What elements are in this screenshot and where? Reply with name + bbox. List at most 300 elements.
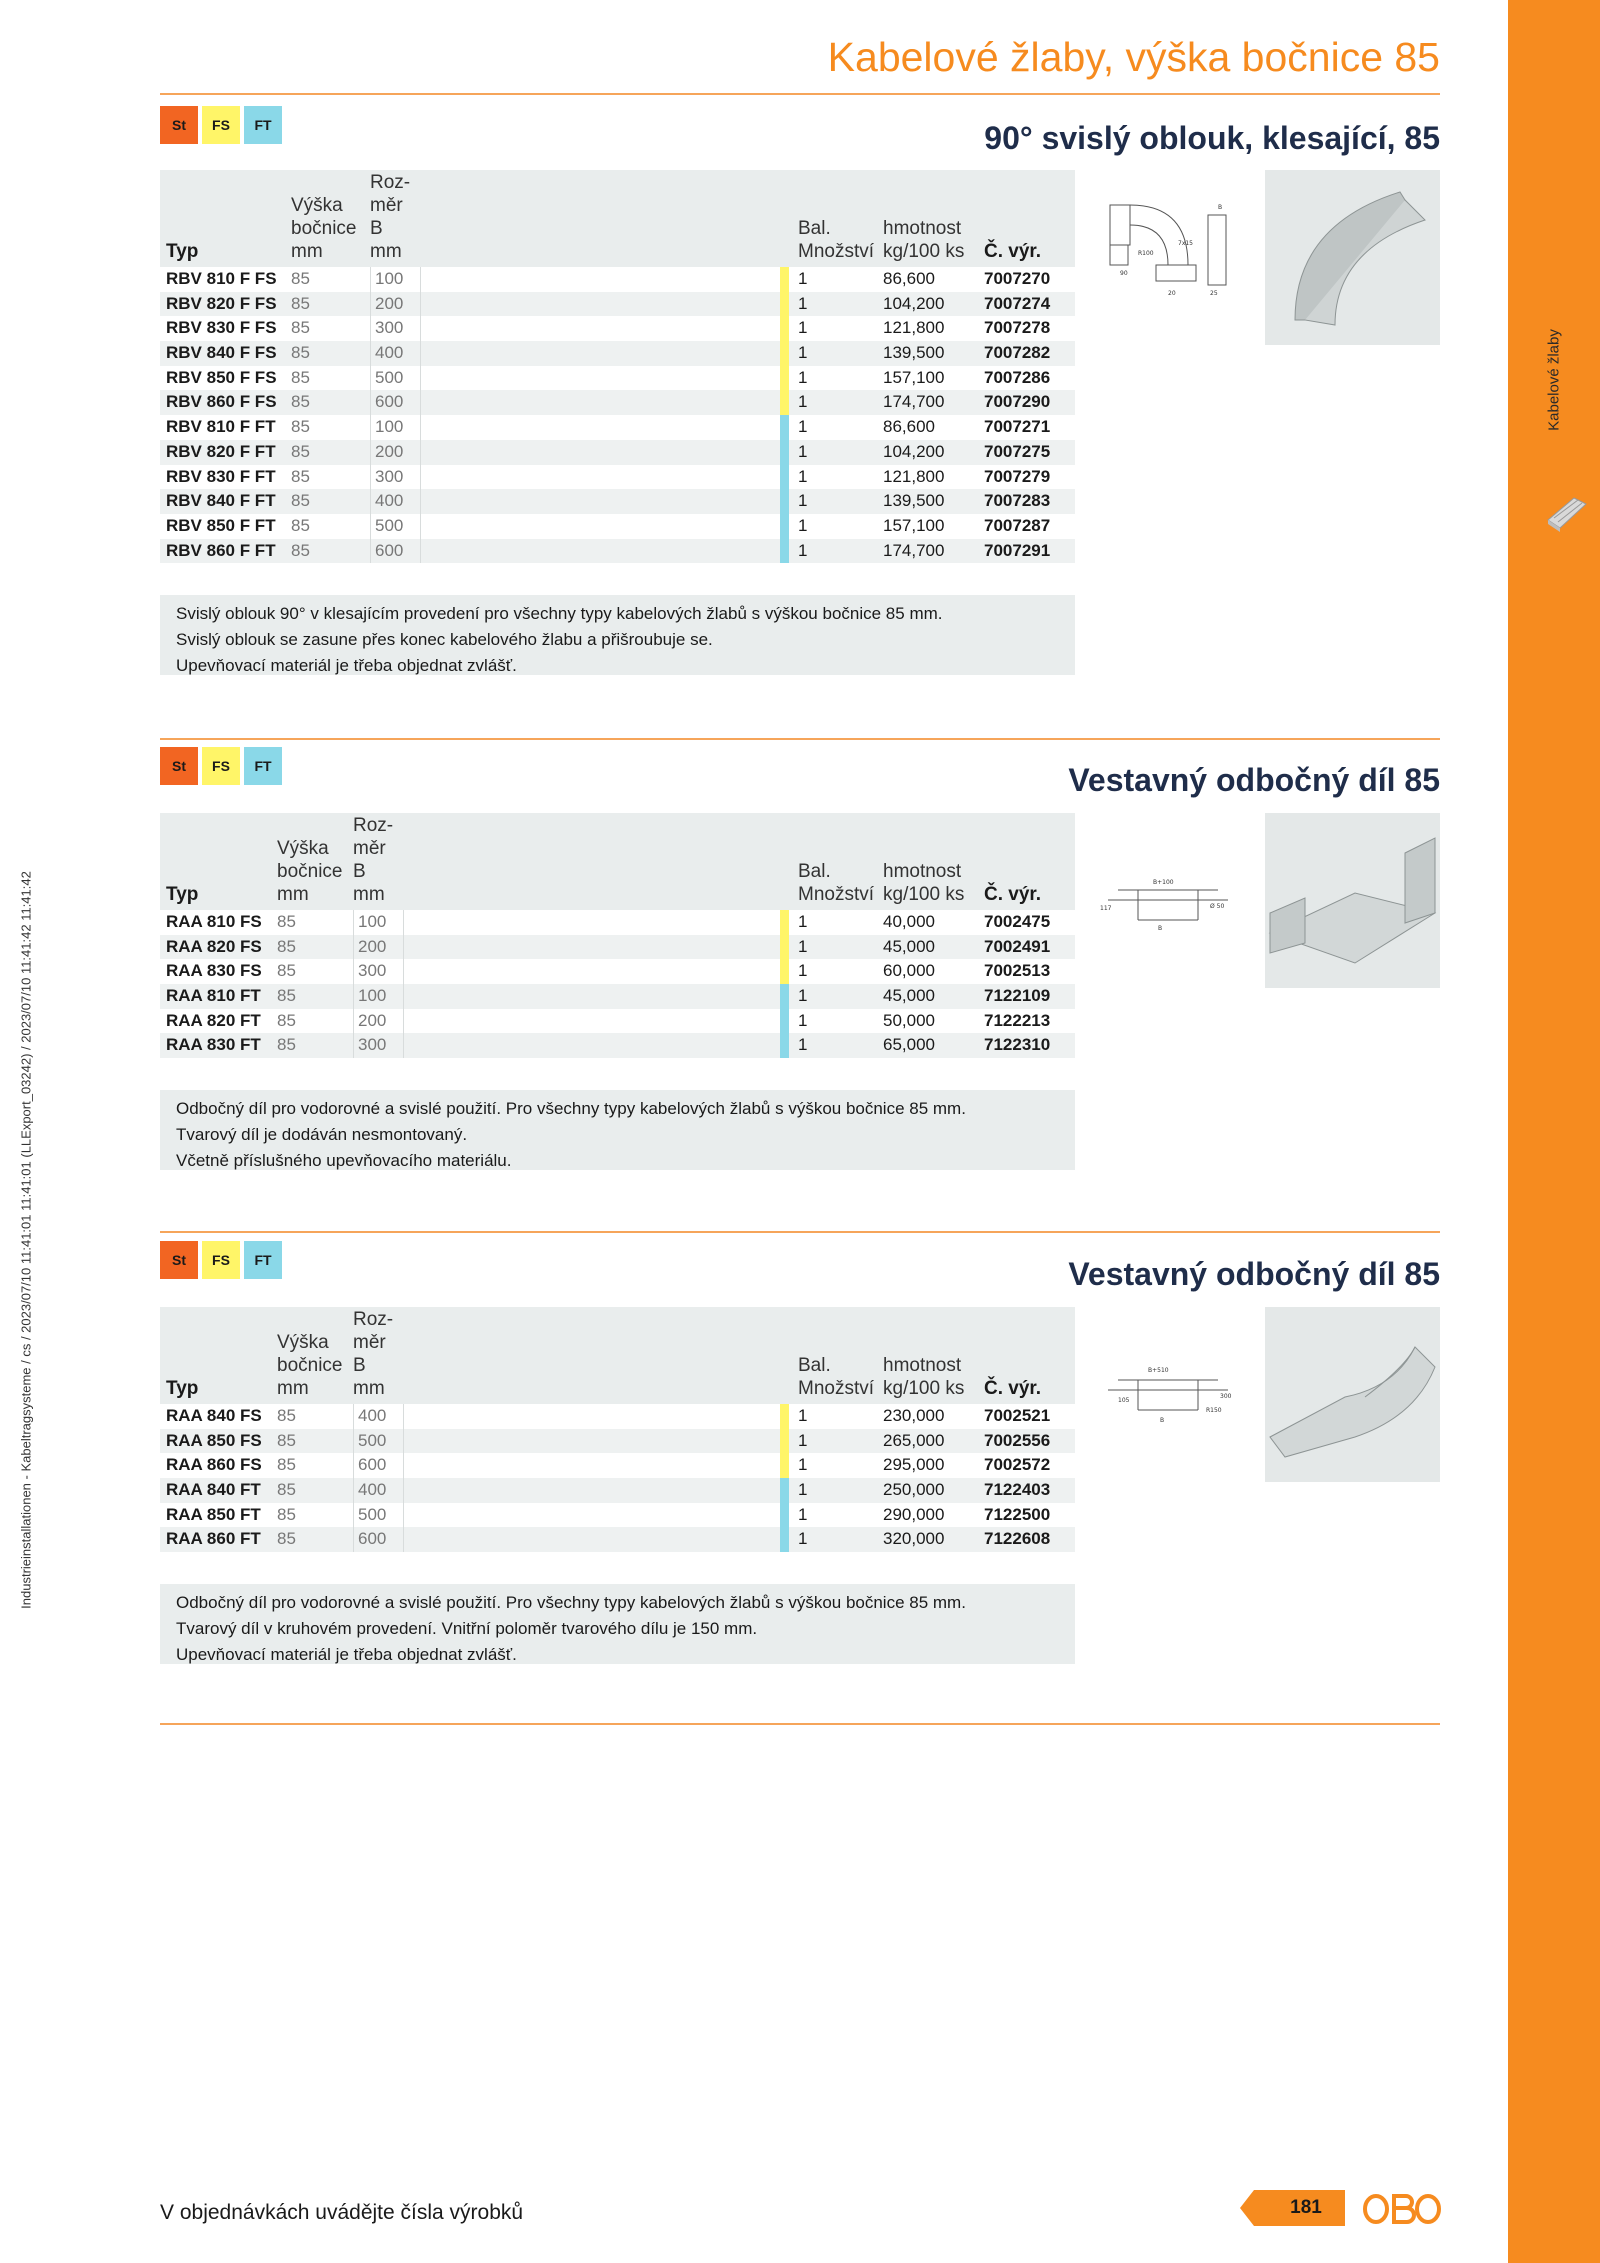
description-note <box>160 1090 1075 1170</box>
header-hmotnost <box>883 217 964 263</box>
weight-cell: 45,000 <box>883 936 935 956</box>
technical-drawing <box>1098 1350 1238 1430</box>
type-cell: RBV 860 F FT <box>166 540 276 560</box>
header-cislo <box>984 1377 1041 1400</box>
badge-fs: FS <box>202 1241 240 1279</box>
height-cell: 85 <box>291 515 310 535</box>
header-line: hmotnost <box>883 861 962 882</box>
height-cell: 85 <box>277 1504 296 1524</box>
package-cell: 1 <box>798 912 808 931</box>
material-color-bar <box>780 1429 789 1454</box>
height-cell: 85 <box>291 392 310 412</box>
table-row <box>160 935 1075 960</box>
header-line: Výška <box>291 195 343 216</box>
section-title: 90° svislý oblouk, klesající, 85 <box>984 120 1440 156</box>
article-number-cell: 7122608 <box>984 1529 1051 1549</box>
type-cell: RAA 820 FT <box>166 1010 261 1030</box>
package-cell: 1 <box>798 961 808 981</box>
width-cell: 500 <box>353 1429 404 1454</box>
type-cell: RBV 850 F FT <box>166 515 276 535</box>
weight-cell: 174,700 <box>883 392 945 412</box>
header-line: Bal. <box>798 861 831 882</box>
weight-cell: 40,000 <box>883 912 935 931</box>
width-cell: 200 <box>370 440 421 465</box>
width-cell: 300 <box>370 465 421 490</box>
header-line: mm <box>277 1378 309 1399</box>
package-cell: 1 <box>798 936 808 956</box>
material-badges <box>160 1241 286 1279</box>
table-row <box>160 1527 1075 1552</box>
product-table <box>160 1307 1075 1552</box>
width-cell: 100 <box>370 267 421 292</box>
note-line: Upevňovací materiál je třeba objednat zvlášť. <box>176 1645 517 1664</box>
material-badges <box>160 747 286 785</box>
section-title: Vestavný odbočný díl 85 <box>1068 762 1440 798</box>
height-cell: 85 <box>277 1406 296 1425</box>
weight-cell: 157,100 <box>883 515 945 535</box>
weight-cell: 174,700 <box>883 540 945 560</box>
package-cell: 1 <box>798 1504 808 1524</box>
dimension-label: R150 <box>1206 1407 1222 1414</box>
package-cell: 1 <box>798 441 808 461</box>
table-row <box>160 415 1075 440</box>
material-badges <box>160 106 286 144</box>
type-cell: RBV 830 F FS <box>166 318 277 338</box>
dimension-label: 105 <box>1118 1397 1130 1404</box>
width-cell: 200 <box>353 1009 404 1034</box>
weight-cell: 121,800 <box>883 466 945 486</box>
header-line: Roz- <box>370 172 411 193</box>
material-color-bar <box>780 1478 789 1503</box>
article-number-cell: 7002572 <box>984 1455 1051 1475</box>
footer-text: V objednávkách uvádějte čísla výrobků <box>160 2201 524 2224</box>
dimension-label: Ø 50 <box>1210 903 1225 910</box>
badge-fs: FS <box>202 106 240 144</box>
width-cell: 100 <box>353 984 404 1009</box>
header-line: Typ <box>166 1378 199 1399</box>
header-line: Typ <box>166 884 199 905</box>
header-line: bočnice <box>277 861 343 882</box>
dimension-label: 90 <box>1120 270 1128 277</box>
header-line: B <box>353 861 366 882</box>
header-line: Roz- <box>353 1309 394 1330</box>
page-title: Kabelové žlaby, výška bočnice 85 <box>827 34 1440 80</box>
package-cell: 1 <box>798 1010 808 1030</box>
product-table <box>160 170 1075 563</box>
material-color-bar <box>780 366 789 391</box>
dimension-label: B <box>1218 204 1223 211</box>
table-row <box>160 1033 1075 1058</box>
header-line: mm <box>291 241 323 262</box>
header-bal <box>798 1354 874 1400</box>
weight-cell: 104,200 <box>883 441 945 461</box>
height-cell: 85 <box>291 367 310 387</box>
package-cell: 1 <box>798 515 808 535</box>
weight-cell: 230,000 <box>883 1406 945 1425</box>
package-cell: 1 <box>798 491 808 511</box>
header-line: měr <box>370 195 403 216</box>
type-cell: RAA 820 FS <box>166 936 262 956</box>
height-cell: 85 <box>277 1010 296 1030</box>
package-cell: 1 <box>798 417 808 437</box>
header-line: mm <box>353 884 385 905</box>
header-line: Roz- <box>353 815 394 836</box>
height-cell: 85 <box>277 961 296 981</box>
table-row <box>160 959 1075 984</box>
description-note <box>160 1584 1075 1664</box>
height-cell: 85 <box>291 417 310 437</box>
header-line: B <box>370 218 383 239</box>
table-row <box>160 514 1075 539</box>
height-cell: 85 <box>291 293 310 313</box>
type-cell: RAA 810 FT <box>166 986 261 1006</box>
header-line: Množství <box>798 884 875 905</box>
technical-drawing <box>1098 185 1238 325</box>
header-line: Výška <box>277 838 329 859</box>
material-color-bar <box>780 1404 789 1429</box>
dimension-label: 300 <box>1220 1393 1232 1400</box>
header-typ <box>166 883 198 906</box>
product-photo <box>1265 1307 1440 1482</box>
weight-cell: 45,000 <box>883 986 935 1006</box>
vertical-export-note: Industrieinstallationen - Kabeltragsysteme / cs / 2023/07/10 11:41:01 11:41:01 (LLExport_03242) / 2023/07/10 11:41:42 11:41:42 <box>18 871 34 1609</box>
description-note <box>160 595 1075 675</box>
header-line: Typ <box>166 241 199 262</box>
cable-tray-icon <box>1544 490 1588 534</box>
type-cell: RAA 830 FS <box>166 961 262 981</box>
article-number-cell: 7007282 <box>984 343 1051 363</box>
dimension-label: 7x15 <box>1178 240 1194 247</box>
article-number-cell: 7002556 <box>984 1430 1051 1450</box>
material-color-bar <box>780 267 789 292</box>
article-number-cell: 7007283 <box>984 491 1051 511</box>
material-color-bar <box>780 341 789 366</box>
material-color-bar <box>780 390 789 415</box>
type-cell: RAA 840 FS <box>166 1406 262 1425</box>
header-line: mm <box>353 1378 385 1399</box>
height-cell: 85 <box>291 466 310 486</box>
height-cell: 85 <box>291 540 310 560</box>
table-row <box>160 984 1075 1009</box>
table-row <box>160 390 1075 415</box>
package-cell: 1 <box>798 1455 808 1475</box>
width-cell: 400 <box>353 1478 404 1503</box>
article-number-cell: 7122109 <box>984 986 1051 1006</box>
package-cell: 1 <box>798 293 808 313</box>
height-cell: 85 <box>277 936 296 956</box>
divider <box>160 738 1440 740</box>
technical-drawing <box>1098 860 1238 940</box>
type-cell: RAA 860 FS <box>166 1455 262 1475</box>
height-cell: 85 <box>277 912 296 931</box>
weight-cell: 86,600 <box>883 417 935 437</box>
package-cell: 1 <box>798 1430 808 1450</box>
article-number-cell: 7122213 <box>984 1010 1051 1030</box>
dimension-label: R100 <box>1138 250 1154 257</box>
divider <box>160 93 1440 95</box>
header-line: měr <box>353 1332 386 1353</box>
type-cell: RBV 820 F FT <box>166 441 276 461</box>
badge-fs: FS <box>202 747 240 785</box>
article-number-cell: 7007274 <box>984 293 1051 313</box>
material-color-bar <box>780 292 789 317</box>
type-cell: RBV 810 F FT <box>166 417 276 437</box>
material-color-bar <box>780 539 789 564</box>
header-hmotnost <box>883 860 964 906</box>
height-cell: 85 <box>277 1035 296 1055</box>
header-vyska <box>277 837 343 906</box>
dimension-label: B <box>1158 925 1163 932</box>
height-cell: 85 <box>291 269 310 288</box>
weight-cell: 250,000 <box>883 1480 945 1500</box>
width-cell: 100 <box>353 910 404 935</box>
article-number-cell: 7002521 <box>984 1406 1051 1425</box>
table-row <box>160 910 1075 935</box>
header-line: bočnice <box>277 1355 343 1376</box>
material-color-bar <box>780 1527 789 1552</box>
type-cell: RBV 810 F FS <box>166 269 277 288</box>
material-color-bar <box>780 1503 789 1528</box>
material-color-bar <box>780 465 789 490</box>
article-number-cell: 7007278 <box>984 318 1051 338</box>
weight-cell: 295,000 <box>883 1455 945 1475</box>
page-number: 181 <box>1290 2197 1322 2218</box>
table-row <box>160 440 1075 465</box>
type-cell: RBV 840 F FT <box>166 491 276 511</box>
table-row <box>160 465 1075 490</box>
table-row <box>160 1009 1075 1034</box>
type-cell: RAA 810 FS <box>166 912 262 931</box>
weight-cell: 290,000 <box>883 1504 945 1524</box>
table-header <box>160 813 1075 910</box>
header-rozmer <box>353 814 393 906</box>
weight-cell: 65,000 <box>883 1035 935 1055</box>
weight-cell: 86,600 <box>883 269 935 288</box>
type-cell: RAA 840 FT <box>166 1480 261 1500</box>
width-cell: 600 <box>370 539 421 564</box>
weight-cell: 139,500 <box>883 343 945 363</box>
article-number-cell: 7007270 <box>984 269 1051 288</box>
article-number-cell: 7002475 <box>984 912 1051 931</box>
badge-st: St <box>160 1241 198 1279</box>
badge-st: St <box>160 106 198 144</box>
package-cell: 1 <box>798 343 808 363</box>
width-cell: 500 <box>370 514 421 539</box>
weight-cell: 139,500 <box>883 491 945 511</box>
height-cell: 85 <box>291 441 310 461</box>
header-line: Množství <box>798 1378 875 1399</box>
divider <box>160 1231 1440 1233</box>
material-color-bar <box>780 514 789 539</box>
material-color-bar <box>780 1453 789 1478</box>
dimension-label: 25 <box>1210 290 1218 297</box>
width-cell: 600 <box>370 390 421 415</box>
width-cell: 300 <box>353 959 404 984</box>
article-number-cell: 7007290 <box>984 392 1051 412</box>
material-color-bar <box>780 415 789 440</box>
product-photo <box>1265 170 1440 345</box>
table-row <box>160 489 1075 514</box>
note-line: Svislý oblouk 90° v klesajícím provedení pro všechny typy kabelových žlabů s výškou bočnice 85 mm. <box>176 604 943 623</box>
header-rozmer <box>370 171 410 263</box>
package-cell: 1 <box>798 1406 808 1425</box>
table-row <box>160 539 1075 564</box>
table-row <box>160 292 1075 317</box>
badge-ft: FT <box>244 747 282 785</box>
table-row <box>160 1478 1075 1503</box>
section-title: Vestavný odbočný díl 85 <box>1068 1256 1440 1292</box>
type-cell: RBV 830 F FT <box>166 466 276 486</box>
weight-cell: 60,000 <box>883 961 935 981</box>
header-line: kg/100 ks <box>883 1378 965 1399</box>
header-line: mm <box>370 241 402 262</box>
width-cell: 400 <box>370 489 421 514</box>
header-line: mm <box>277 884 309 905</box>
material-color-bar <box>780 935 789 960</box>
package-cell: 1 <box>798 269 808 288</box>
header-line: Výška <box>277 1332 329 1353</box>
package-cell: 1 <box>798 1529 808 1549</box>
material-color-bar <box>780 1009 789 1034</box>
dimension-label: 20 <box>1168 290 1176 297</box>
type-cell: RAA 860 FT <box>166 1529 261 1549</box>
header-line: Množství <box>798 241 875 262</box>
package-cell: 1 <box>798 318 808 338</box>
header-bal <box>798 217 874 263</box>
header-line: Č. výr. <box>984 241 1042 262</box>
type-cell: RBV 820 F FS <box>166 293 277 313</box>
badge-ft: FT <box>244 106 282 144</box>
note-line: Tvarový díl je dodáván nesmontovaný. <box>176 1125 468 1144</box>
header-line: kg/100 ks <box>883 241 965 262</box>
table-row <box>160 366 1075 391</box>
table-row <box>160 316 1075 341</box>
side-section-label: Kabelové žlaby <box>1545 329 1563 431</box>
height-cell: 85 <box>291 318 310 338</box>
type-cell: RAA 830 FT <box>166 1035 261 1055</box>
product-table <box>160 813 1075 1058</box>
header-typ <box>166 1377 198 1400</box>
header-line: hmotnost <box>883 218 962 239</box>
weight-cell: 50,000 <box>883 1010 935 1030</box>
note-line: Upevňovací materiál je třeba objednat zvlášť. <box>176 656 517 675</box>
note-line: Včetně příslušného upevňovacího materiálu. <box>176 1151 512 1170</box>
dimension-label: B+510 <box>1148 1367 1169 1374</box>
header-line: kg/100 ks <box>883 884 965 905</box>
height-cell: 85 <box>277 1455 296 1475</box>
width-cell: 400 <box>370 341 421 366</box>
height-cell: 85 <box>291 343 310 363</box>
obo-logo <box>1362 2192 1442 2226</box>
table-row <box>160 1404 1075 1429</box>
material-color-bar <box>780 1033 789 1058</box>
header-line: Č. výr. <box>984 884 1042 905</box>
type-cell: RAA 850 FT <box>166 1504 261 1524</box>
package-cell: 1 <box>798 986 808 1006</box>
header-vyska <box>277 1331 343 1400</box>
material-color-bar <box>780 910 789 935</box>
header-hmotnost <box>883 1354 964 1400</box>
width-cell: 200 <box>370 292 421 317</box>
weight-cell: 121,800 <box>883 318 945 338</box>
height-cell: 85 <box>277 1529 296 1549</box>
table-header <box>160 170 1075 267</box>
note-line: Odbočný díl pro vodorovné a svislé použití. Pro všechny typy kabelových žlabů s výškou bočnice 85 mm. <box>176 1099 966 1118</box>
header-vyska <box>291 194 357 263</box>
weight-cell: 104,200 <box>883 293 945 313</box>
width-cell: 500 <box>353 1503 404 1528</box>
badge-ft: FT <box>244 1241 282 1279</box>
divider <box>160 1723 1440 1725</box>
type-cell: RBV 850 F FS <box>166 367 277 387</box>
height-cell: 85 <box>291 491 310 511</box>
type-cell: RBV 840 F FS <box>166 343 277 363</box>
height-cell: 85 <box>277 986 296 1006</box>
width-cell: 400 <box>353 1404 404 1429</box>
package-cell: 1 <box>798 1035 808 1055</box>
table-row <box>160 1429 1075 1454</box>
article-number-cell: 7007279 <box>984 466 1051 486</box>
width-cell: 500 <box>370 366 421 391</box>
table-row <box>160 1503 1075 1528</box>
package-cell: 1 <box>798 367 808 387</box>
width-cell: 300 <box>370 316 421 341</box>
weight-cell: 157,100 <box>883 367 945 387</box>
header-line: B <box>353 1355 366 1376</box>
header-line: měr <box>353 838 386 859</box>
type-cell: RBV 860 F FS <box>166 392 277 412</box>
header-bal <box>798 860 874 906</box>
type-cell: RAA 850 FS <box>166 1430 262 1450</box>
table-row <box>160 267 1075 292</box>
dimension-label: B+100 <box>1153 879 1174 886</box>
header-cislo <box>984 883 1041 906</box>
header-rozmer <box>353 1308 393 1400</box>
height-cell: 85 <box>277 1480 296 1500</box>
dimension-label: B <box>1160 1417 1165 1424</box>
header-line: Bal. <box>798 1355 831 1376</box>
article-number-cell: 7122500 <box>984 1504 1051 1524</box>
weight-cell: 265,000 <box>883 1430 945 1450</box>
note-line: Svislý oblouk se zasune přes konec kabelového žlabu a přišroubuje se. <box>176 630 713 649</box>
width-cell: 100 <box>370 415 421 440</box>
note-line: Odbočný díl pro vodorovné a svislé použití. Pro všechny typy kabelových žlabů s výškou bočnice 85 mm. <box>176 1593 966 1612</box>
article-number-cell: 7007291 <box>984 540 1051 560</box>
package-cell: 1 <box>798 466 808 486</box>
article-number-cell: 7007286 <box>984 367 1051 387</box>
table-header <box>160 1307 1075 1404</box>
article-number-cell: 7007275 <box>984 441 1051 461</box>
package-cell: 1 <box>798 540 808 560</box>
height-cell: 85 <box>277 1430 296 1450</box>
material-color-bar <box>780 959 789 984</box>
weight-cell: 320,000 <box>883 1529 945 1549</box>
material-color-bar <box>780 316 789 341</box>
table-row <box>160 341 1075 366</box>
article-number-cell: 7002491 <box>984 936 1051 956</box>
article-number-cell: 7007271 <box>984 417 1051 437</box>
width-cell: 600 <box>353 1527 404 1552</box>
width-cell: 300 <box>353 1033 404 1058</box>
header-line: Bal. <box>798 218 831 239</box>
header-cislo <box>984 240 1041 263</box>
article-number-cell: 7122310 <box>984 1035 1051 1055</box>
material-color-bar <box>780 489 789 514</box>
material-color-bar <box>780 984 789 1009</box>
package-cell: 1 <box>798 392 808 412</box>
header-line: bočnice <box>291 218 357 239</box>
note-line: Tvarový díl v kruhovém provedení. Vnitřní poloměr tvarového dílu je 150 mm. <box>176 1619 758 1638</box>
